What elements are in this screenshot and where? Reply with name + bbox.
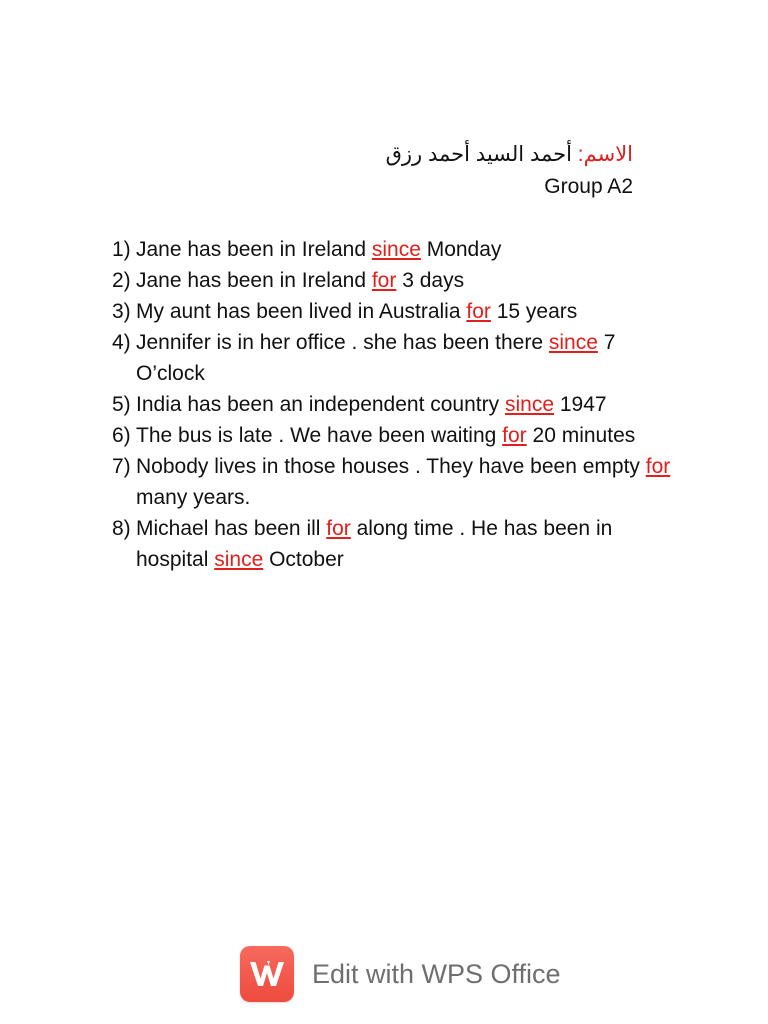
sentence-start: Jennifer is in her office . she has been there [136, 331, 549, 354]
group-label: Group A2 [544, 175, 633, 198]
exercise-item [112, 389, 672, 420]
item-number: 3) [112, 300, 131, 323]
exercise-item [112, 265, 672, 296]
sentence-start: Jane has been in Ireland [136, 269, 372, 292]
item-number: 1) [112, 238, 131, 261]
answer-word: since [504, 393, 554, 416]
sentence-start: Jane has been in Ireland [136, 238, 372, 261]
sentence-start: Michael has been ill [136, 517, 327, 540]
sentence-end: 3 days [396, 269, 465, 292]
sentence-end: 7 O’clock [136, 331, 616, 385]
sentence-end: 15 years [490, 300, 578, 323]
answer-word: since [548, 331, 598, 354]
wps-w-mark-icon [247, 957, 287, 991]
answer-word: for [326, 517, 351, 540]
sentence-end: many years. [136, 486, 251, 509]
exercise-item [112, 420, 672, 451]
exercise-item [112, 513, 672, 575]
item-number: 6) [112, 424, 131, 447]
answer-word: since [214, 548, 264, 571]
item-number: 7) [112, 455, 131, 478]
student-name: أحمد السيد أحمد رزق [385, 143, 578, 166]
name-label: الاسم: [577, 143, 633, 166]
sentence-start: My aunt has been lived in Australia [136, 300, 467, 323]
sentence-end: Monday [420, 238, 502, 261]
answer-word: for [645, 455, 671, 478]
item-number: 2) [112, 269, 131, 292]
answer-word: for [466, 300, 491, 323]
sentence-end: October [263, 548, 344, 571]
sentence-middle: along time . He has been in hospital [136, 517, 613, 571]
sentence-start: India has been an independent country [136, 393, 505, 416]
answer-word: for [371, 269, 397, 292]
sentence-end: 20 minutes [526, 424, 636, 447]
edit-with-wps-button[interactable] [240, 946, 561, 1002]
exercise-item [112, 327, 672, 389]
sentence-end: 1947 [554, 393, 607, 416]
exercise-item [112, 296, 672, 327]
sentence-start: The bus is late . We have been waiting [136, 424, 503, 447]
item-number: 8) [112, 517, 131, 540]
answer-word: since [371, 238, 421, 261]
exercise-item [112, 451, 672, 513]
header [386, 140, 633, 202]
exercise-list [112, 234, 672, 575]
item-number: 4) [112, 331, 131, 354]
wps-edit-label: Edit with WPS Office [312, 958, 561, 989]
item-number: 5) [112, 393, 131, 416]
student-name-line [386, 140, 633, 170]
sentence-start: Nobody lives in those houses . They have been empty [136, 455, 646, 478]
exercise-item [112, 234, 672, 265]
answer-word: for [502, 424, 527, 447]
wps-logo-icon [240, 946, 294, 1002]
